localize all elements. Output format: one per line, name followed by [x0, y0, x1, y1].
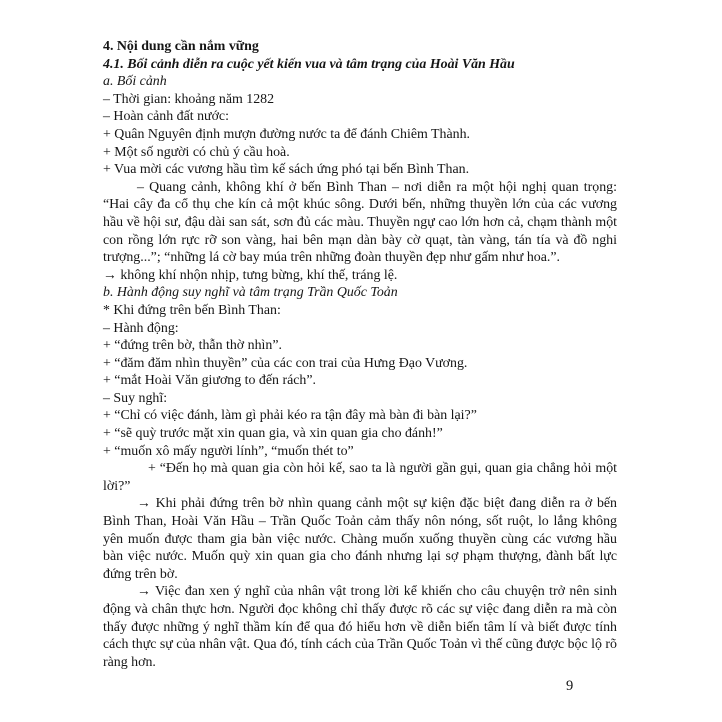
- arrow-analysis-paragraph: → Việc đan xen ý nghĩ của nhân vật trong lời kể khiến cho câu chuyện trở nên sinh động và chân thực hơn. Người đọc không chỉ thấy được rõ các sự việc đang diễn ra mà còn thấy được những ý nghĩ thầm kín để qua đó hiểu hơn về diễn biến tâm lí và biết được tính cách thực sự của nhân vật. Qua đó, tính cách của Trần Quốc Toản vì thế cũng được bộc lộ rõ ràng hơn.: [103, 584, 617, 670]
- subsection-heading: 4.1. Bối cảnh diễn ra cuộc yết kiến vua và tâm trạng của Hoài Văn Hầu: [103, 56, 515, 72]
- point-heading-a: a. Bối cảnh: [103, 74, 167, 90]
- list-item-plus: + “đăm đăm nhìn thuyền” của các con trai của Hưng Đạo Vương.: [103, 355, 468, 371]
- list-item-dash: – Thời gian: khoảng năm 1282: [103, 91, 275, 107]
- list-item-plus: + “mắt Hoài Văn giương to đến rách”.: [103, 373, 316, 389]
- section-heading: 4. Nội dung cần nắm vững: [103, 39, 259, 54]
- list-item-plus: + “muốn xô mấy người lính”, “muốn thét to”: [103, 443, 354, 459]
- content-area: [103, 38, 617, 671]
- page-number: 9: [566, 678, 574, 694]
- body-paragraph: – Quang cảnh, không khí ở bến Bình Than – nơi diễn ra một hội nghị quan trọng: “Hai cây đa cổ thụ che kín cả một khúc sông. Dưới bến, những thuyền lớn của các vương hầu về hội sư, đậu dài san sát, sơn đủ các màu. Thuyền ngự cao lớn hơn cả, chạm thành một con rồng lớn rực rỡ son vàng, hai bên mạn dàn bày cờ quạt, tàn vàng, tán tía và đồ nghi trượng...”; “những lá cờ bay múa trên những đoàn thuyền đẹp như gấm như hoa.”.: [103, 179, 617, 266]
- list-item-plus-wrapped: + “Đến họ mà quan gia còn hỏi kế, sao ta là người gần gụi, quan gia chẳng hỏi một lời?”: [103, 461, 617, 494]
- arrow-analysis-paragraph: → Khi phải đứng trên bờ nhìn quang cảnh một sự kiện đặc biệt đang diễn ra ở bến Bình Than, Hoài Văn Hầu – Trần Quốc Toản cảm thấy nôn nóng, sốt ruột, lo lắng không yên muốn được tham gia bàn việc nước. Chàng muốn xuống thuyền cùng các vương hầu bàn việc nước. Muốn quỳ xin quan gia cho đánh nhưng lại sợ phạm thượng, đành bất lực đứng trên bờ.: [103, 496, 617, 582]
- arrow-conclusion: → không khí nhộn nhịp, tưng bừng, khí thế, tráng lệ.: [103, 267, 398, 283]
- list-item-plus: + Một số người có chủ ý cầu hoà.: [103, 144, 290, 160]
- list-item-dash: – Hành động:: [103, 320, 179, 336]
- list-item-star: * Khi đứng trên bến Bình Than:: [103, 302, 281, 318]
- list-item-dash: – Hoàn cảnh đất nước:: [103, 109, 229, 125]
- list-item-plus: + “đứng trên bờ, thẫn thờ nhìn”.: [103, 338, 282, 354]
- point-heading-b: b. Hành động suy nghĩ và tâm trạng Trần Quốc Toản: [103, 285, 398, 301]
- list-item-plus: + “Chỉ có việc đánh, làm gì phải kéo ra tận đây mà bàn đi bàn lại?”: [103, 408, 477, 424]
- list-item-plus: + Quân Nguyên định mượn đường nước ta để đánh Chiêm Thành.: [103, 126, 470, 142]
- list-item-dash: – Suy nghĩ:: [103, 390, 168, 406]
- list-item-plus: + “sẽ quỳ trước mặt xin quan gia, và xin quan gia cho đánh!”: [103, 426, 443, 442]
- list-item-plus: + Vua mời các vương hầu tìm kế sách ứng phó tại bến Bình Than.: [103, 162, 470, 178]
